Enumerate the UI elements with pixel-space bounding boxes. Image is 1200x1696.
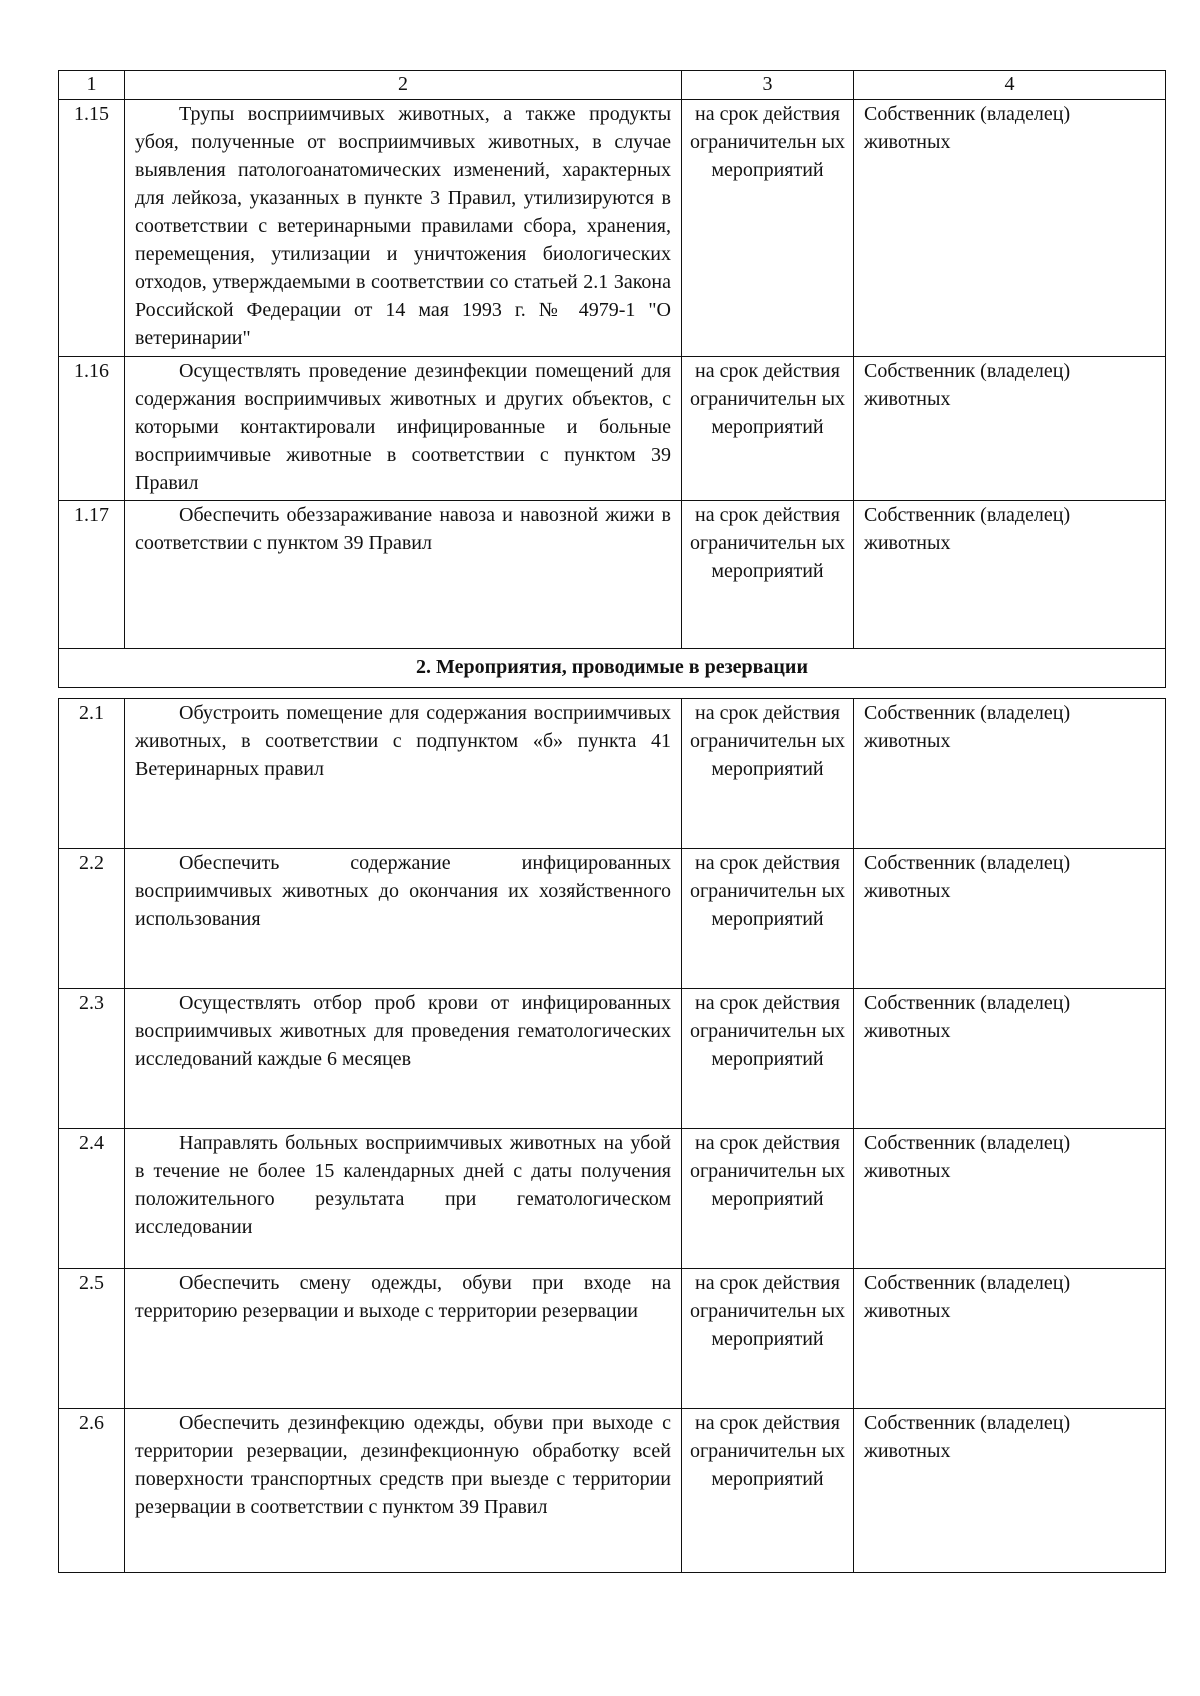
- section-title: 2. Мероприятия, проводимые в резервации: [59, 649, 1166, 688]
- table-row: [59, 1269, 1166, 1409]
- term-text: на срок действия ограничительн ых мероприятий: [682, 100, 854, 357]
- measure-text: Обеспечить обеззараживание навоза и навозной жижи в соответствии с пунктом 39 Правил: [135, 504, 671, 554]
- responsible-text: Собственник (владелец) животных: [854, 357, 1166, 501]
- measure-text: Обеспечить дезинфекцию одежды, обуви при выходе с территории резервации, дезинфекционную обработку всей поверхности транспортных средств при выезде с территории резервации в соответствии с пунктом 39 Правил: [135, 1412, 671, 1518]
- term-text: на срок действия ограничительн ых мероприятий: [682, 849, 854, 989]
- table-row: [59, 1129, 1166, 1269]
- row-number: 2.6: [59, 1409, 125, 1573]
- responsible-text: Собственник (владелец) животных: [854, 989, 1166, 1129]
- measure-text: Обеспечить содержание инфицированных восприимчивых животных до окончания их хозяйственного использования: [135, 852, 671, 930]
- term-text: на срок действия ограничительн ых мероприятий: [682, 989, 854, 1129]
- header-col-3: 3: [682, 71, 854, 100]
- measure-text: Обустроить помещение для содержания восприимчивых животных, в соответствии с подпунктом «б» пункта 41 Ветеринарных правил: [135, 702, 671, 780]
- term-text: на срок действия ограничительн ых мероприятий: [682, 357, 854, 501]
- measure-text: Направлять больных восприимчивых животных на убой в течение не более 15 календарных дней с даты получения положительного результата при гематологическом исследовании: [135, 1132, 671, 1238]
- responsible-text: Собственник (владелец) животных: [854, 849, 1166, 989]
- responsible-text: Собственник (владелец) животных: [854, 100, 1166, 357]
- responsible-text: Собственник (владелец) животных: [854, 1269, 1166, 1409]
- table-row: [59, 501, 1166, 649]
- row-number: 2.1: [59, 699, 125, 849]
- section-gap: [59, 688, 1166, 699]
- header-col-1: 1: [59, 71, 125, 100]
- row-number: 2.3: [59, 989, 125, 1129]
- header-col-4: 4: [854, 71, 1166, 100]
- table-row: [59, 1409, 1166, 1573]
- row-number: 1.16: [59, 357, 125, 501]
- responsible-text: Собственник (владелец) животных: [854, 501, 1166, 649]
- term-text: на срок действия ограничительн ых мероприятий: [682, 1409, 854, 1573]
- row-number: 1.15: [59, 100, 125, 357]
- measure-text: Трупы восприимчивых животных, а также продукты убоя, полученные от восприимчивых животных, в случае выявления патологоанатомических изменений, характерных для лейкоза, указанных в пункте 3 Правил, утилизируются в соответствии с ветеринарными правилами сбора, хранения, перемещения, утилизации и уничтожения биологических отходов, утверждаемыми в соответствии со статьей 2.1 Закона Российской Федерации от 14 мая 1993 г. № 4979-1 "О ветеринарии": [135, 103, 671, 349]
- term-text: на срок действия ограничительн ых мероприятий: [682, 699, 854, 849]
- row-number: 2.2: [59, 849, 125, 989]
- table-row: [59, 100, 1166, 357]
- term-text: на срок действия ограничительн ых мероприятий: [682, 501, 854, 649]
- header-col-2: 2: [125, 71, 682, 100]
- responsible-text: Собственник (владелец) животных: [854, 1129, 1166, 1269]
- table-row: [59, 849, 1166, 989]
- table-row: [59, 989, 1166, 1129]
- row-number: 1.17: [59, 501, 125, 649]
- section-header-row: [59, 649, 1166, 688]
- measure-text: Осуществлять отбор проб крови от инфицированных восприимчивых животных для проведения гематологических исследований каждые 6 месяцев: [135, 992, 671, 1070]
- term-text: на срок действия ограничительн ых мероприятий: [682, 1129, 854, 1269]
- row-number: 2.4: [59, 1129, 125, 1269]
- term-text: на срок действия ограничительн ых мероприятий: [682, 1269, 854, 1409]
- responsible-text: Собственник (владелец) животных: [854, 1409, 1166, 1573]
- header-row: [59, 71, 1166, 100]
- table-row: [59, 357, 1166, 501]
- responsible-text: Собственник (владелец) животных: [854, 699, 1166, 849]
- measures-table: [58, 70, 1166, 1573]
- measure-text: Обеспечить смену одежды, обуви при входе на территорию резервации и выходе с территории резервации: [135, 1272, 671, 1322]
- measure-text: Осуществлять проведение дезинфекции помещений для содержания восприимчивых животных и других объектов, с которыми контактировали инфицированные и больные восприимчивые животные в соответствии с пунктом 39 Правил: [135, 360, 671, 494]
- row-number: 2.5: [59, 1269, 125, 1409]
- table-row: [59, 699, 1166, 849]
